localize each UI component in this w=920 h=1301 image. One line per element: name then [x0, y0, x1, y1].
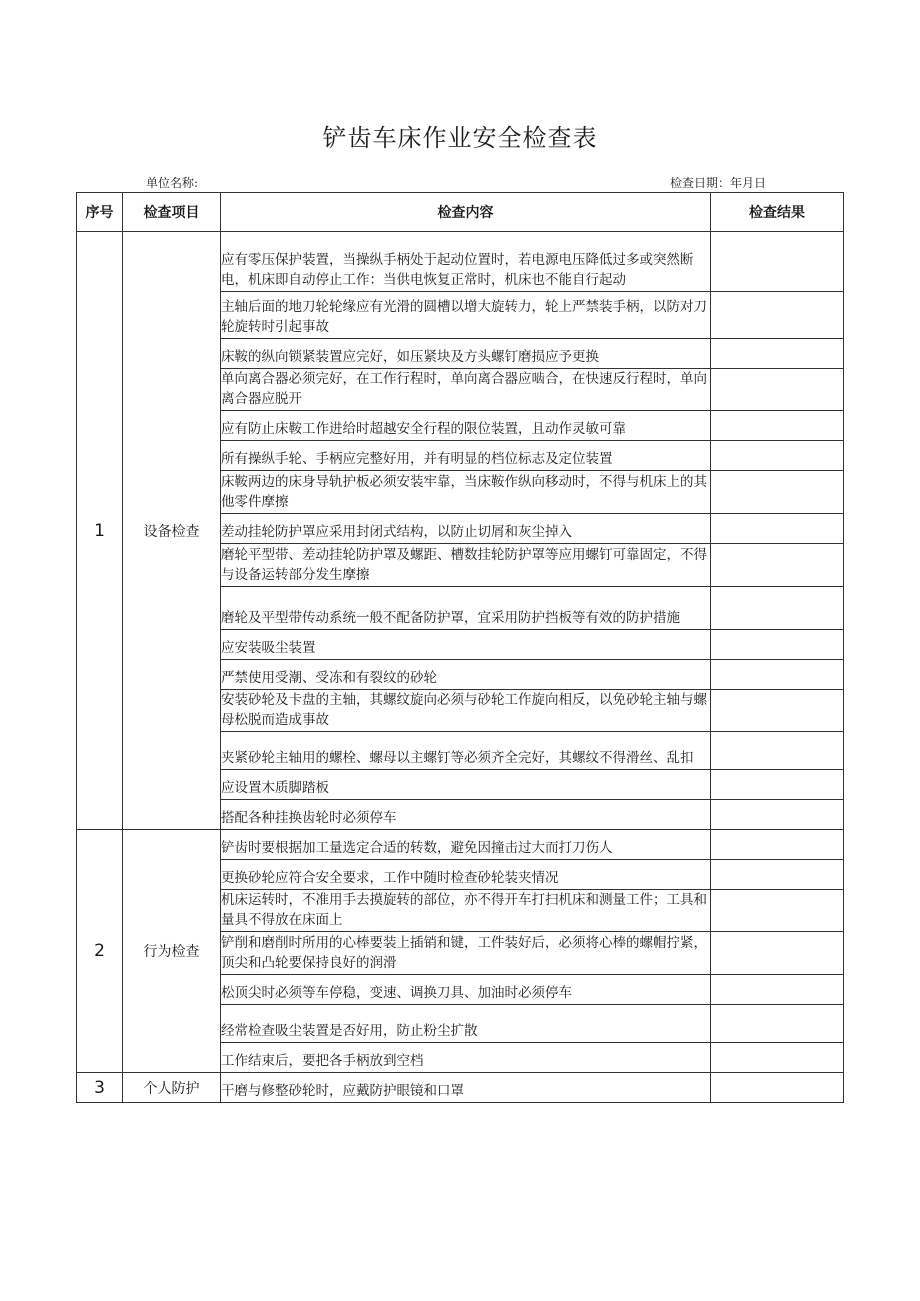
check-content-cell — [221, 860, 711, 890]
check-content-cell — [221, 514, 711, 544]
check-result-cell[interactable] — [711, 770, 844, 800]
check-result-cell[interactable] — [711, 932, 844, 975]
check-content-cell — [221, 975, 711, 1005]
check-content-text: 铲齿时要根据加工量选定合适的转数，避免因撞击过大而打刀伤人 — [221, 840, 613, 856]
table-row — [77, 830, 844, 860]
check-result-cell[interactable] — [711, 544, 844, 587]
check-result-cell[interactable] — [711, 1073, 844, 1103]
check-result-cell[interactable] — [711, 369, 844, 411]
check-content-text: 更换砂轮应符合安全要求，工作中随时检查砂轮装夹情况 — [221, 870, 559, 886]
check-content-text: 应安装吸尘装置 — [221, 640, 316, 656]
check-content-cell — [221, 690, 711, 732]
check-content-text: 经常检查吸尘装置是否好用，防止粉尘扩散 — [221, 1023, 478, 1039]
check-result-cell[interactable] — [711, 587, 844, 630]
check-result-cell[interactable] — [711, 514, 844, 544]
check-content-cell — [221, 890, 711, 932]
unit-name-label: 单位名称: — [146, 176, 199, 190]
check-result-cell[interactable] — [711, 441, 844, 471]
check-content-cell — [221, 732, 711, 770]
check-content-cell — [221, 1005, 711, 1043]
check-result-cell[interactable] — [711, 860, 844, 890]
check-content-text: 松顶尖时必须等车停稳，变速、调换刀具、加油时必须停车 — [221, 985, 572, 1001]
page-title: 铲齿车床作业安全检查表 — [322, 124, 598, 152]
check-result-cell[interactable] — [711, 890, 844, 932]
checklist-body — [77, 232, 844, 1103]
check-content-text: 磨轮平型带、差动挂轮防护罩及螺距、槽数挂轮防护罩等应用螺钉可靠固定，不得与设备运转部分发生摩擦 — [221, 547, 707, 583]
check-content-cell — [221, 411, 711, 441]
check-content-text: 工作结束后，要把各手柄放到空档 — [221, 1053, 424, 1069]
table-row — [77, 232, 844, 292]
header-row — [77, 193, 844, 232]
section-number: 3 — [77, 1073, 123, 1103]
check-content-text: 安装砂轮及卡盘的主轴，其螺纹旋向必须与砂轮工作旋向相反，以免砂轮主轴与螺母松脱而造成事故 — [221, 692, 707, 728]
check-content-cell — [221, 630, 711, 660]
section-category: 行为检查 — [123, 830, 221, 1073]
check-content-cell — [221, 1073, 711, 1103]
check-content-text: 床鞍两边的床身导轨护板必须安装牢靠，当床鞍作纵向移动时，不得与机床上的其他零件摩擦 — [221, 474, 707, 510]
section-category: 设备检查 — [123, 232, 221, 830]
check-result-cell[interactable] — [711, 1005, 844, 1043]
check-content-text: 单向离合器必须完好，在工作行程时，单向离合器应啮合，在快速反行程时，单向离合器应脱开 — [221, 371, 707, 407]
check-content-text: 严禁使用受潮、受冻和有裂纹的砂轮 — [221, 670, 437, 686]
check-content-text: 所有操纵手轮、手柄应完整好用，并有明显的档位标志及定位装置 — [221, 451, 613, 467]
header-item: 检查项目 — [123, 193, 221, 232]
check-content-cell — [221, 544, 711, 587]
check-date-label: 检查日期：年月日 — [670, 176, 767, 190]
check-result-cell[interactable] — [711, 411, 844, 441]
check-content-cell — [221, 932, 711, 975]
check-content-cell — [221, 339, 711, 369]
check-content-text: 差动挂轮防护罩应采用封闭式结构，以防止切屑和灰尘掉入 — [221, 524, 572, 540]
check-result-cell[interactable] — [711, 1043, 844, 1073]
check-content-cell — [221, 232, 711, 292]
check-content-cell — [221, 587, 711, 630]
check-result-cell[interactable] — [711, 830, 844, 860]
check-content-text: 应有防止床鞍工作进给时超越安全行程的限位装置，且动作灵敏可靠 — [221, 421, 626, 437]
checklist-table — [76, 192, 844, 1103]
check-content-cell — [221, 660, 711, 690]
section-number: 1 — [77, 232, 123, 830]
check-content-cell — [221, 770, 711, 800]
check-content-text: 夹紧砂轮主轴用的螺栓、螺母以主螺钉等必须齐全完好，其螺纹不得滑丝、乱扣 — [221, 750, 694, 766]
header-seq: 序号 — [77, 193, 123, 232]
check-content-cell — [221, 1043, 711, 1073]
check-result-cell[interactable] — [711, 292, 844, 339]
section-number: 2 — [77, 830, 123, 1073]
check-content-text: 磨轮及平型带传动系统一般不配备防护罩，宜采用防护挡板等有效的防护措施 — [221, 610, 680, 626]
check-result-cell[interactable] — [711, 630, 844, 660]
check-content-cell — [221, 369, 711, 411]
check-content-text: 机床运转时，不准用手去摸旋转的部位，亦不得开车打扫机床和测量工件；工具和量具不得放在床面上 — [221, 892, 707, 928]
check-result-cell[interactable] — [711, 339, 844, 369]
check-result-cell[interactable] — [711, 471, 844, 514]
check-result-cell[interactable] — [711, 800, 844, 830]
check-content-text: 应设置木质脚踏板 — [221, 780, 329, 796]
check-content-cell — [221, 471, 711, 514]
section-category: 个人防护 — [123, 1073, 221, 1103]
check-content-text: 干磨与修整砂轮时，应戴防护眼镜和口罩 — [221, 1083, 464, 1099]
check-content-text: 床鞍的纵向锁紧装置应完好，如压紧块及方头螺钉磨损应予更换 — [221, 349, 599, 365]
check-result-cell[interactable] — [711, 732, 844, 770]
check-result-cell[interactable] — [711, 975, 844, 1005]
check-content-cell — [221, 292, 711, 339]
check-content-cell — [221, 830, 711, 860]
check-content-text: 主轴后面的地刀轮轮缘应有光滑的圆槽以增大旋转力，轮上严禁装手柄，以防对刀轮旋转时引起事故 — [221, 299, 707, 335]
header-content: 检查内容 — [221, 193, 711, 232]
check-content-text: 应有零压保护装置，当操纵手柄处于起动位置时，若电源电压降低过多或突然断电，机床即自动停止工作：当供电恢复正常时，机床也不能自行起动 — [221, 252, 694, 288]
check-content-text: 铲削和磨削时所用的心棒要装上插销和键，工件装好后，必须将心棒的螺帽拧紧，顶尖和凸轮要保持良好的润滑 — [221, 935, 707, 971]
check-content-cell — [221, 800, 711, 830]
table-row — [77, 1073, 844, 1103]
check-result-cell[interactable] — [711, 232, 844, 292]
check-content-text: 搭配各种挂换齿轮时必须停车 — [221, 810, 397, 826]
check-result-cell[interactable] — [711, 690, 844, 732]
check-result-cell[interactable] — [711, 660, 844, 690]
header-result: 检查结果 — [711, 193, 844, 232]
check-content-cell — [221, 441, 711, 471]
